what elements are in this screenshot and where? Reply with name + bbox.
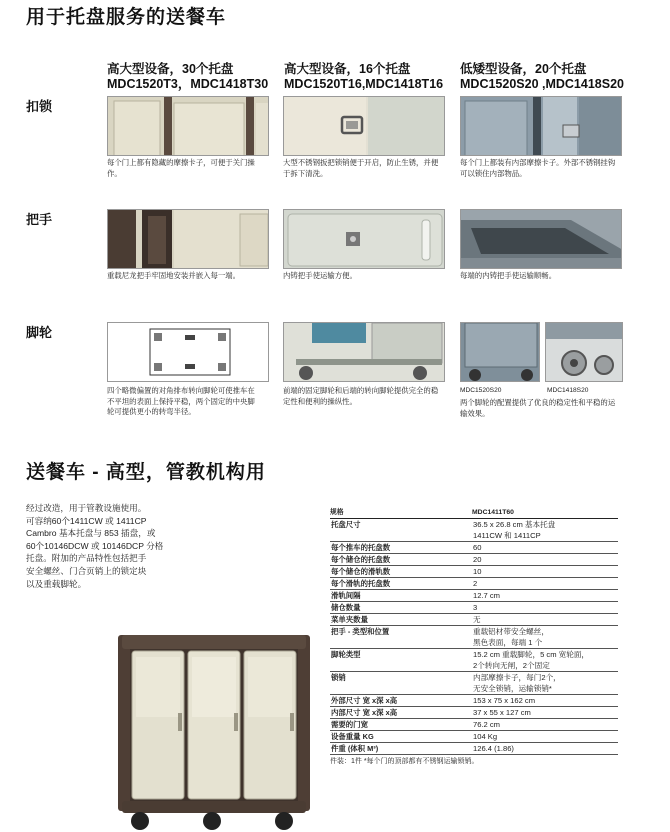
column-header-2-line2: MDC1520T16,MDC1418T16 <box>284 77 444 91</box>
spec-table <box>330 508 618 766</box>
spec-value: 2 <box>473 579 478 588</box>
spec-row <box>330 614 618 626</box>
spec-key: 每个储仓的滑轨数 <box>331 567 391 576</box>
intro-text <box>26 502 206 590</box>
spec-value: 重载铝材带安全螺丝， <box>473 627 549 636</box>
spec-value: 15.2 cm 重载脚轮，5 cm 宽轮面， <box>473 650 590 659</box>
spec-key: 每个推车的托盘数 <box>331 543 391 552</box>
spec-value: 12.7 cm <box>473 591 501 600</box>
handle-caption-3: 每端的内铸把手使运输顺畅。 <box>460 271 557 280</box>
spec-row <box>330 719 618 731</box>
row-label-latch: 扣锁 <box>26 99 53 114</box>
spec-key: 需要的门宽 <box>331 720 368 729</box>
spec-row <box>330 542 618 554</box>
caster-photo-mdc1520s20 <box>460 322 540 382</box>
spec-value: 37 x 55 x 127 cm <box>473 708 531 717</box>
latch-photo-3 <box>460 96 622 156</box>
spec-footnote: 件装：1件 *每个门的顶部都有不锈钢运输锁销。 <box>330 758 479 765</box>
caster-photo-mdc1418s20 <box>545 322 623 382</box>
spec-key: 内部尺寸 宽 x深 x高 <box>331 708 398 717</box>
spec-key: 每个滑轨的托盘数 <box>331 579 391 588</box>
handle-caption-2: 内铸把手使运输方便。 <box>283 271 357 280</box>
column-header-2 <box>284 62 459 92</box>
intro-line: 托盘。附加的产品特性包括把手 <box>26 553 147 564</box>
spec-key: 菜单夹数量 <box>331 615 368 624</box>
latch-caption-1: 每个门上都有隐藏的摩擦卡子，可便于关门操作。 <box>107 158 255 178</box>
column-header-1 <box>107 62 282 92</box>
latch-photo-2 <box>283 96 445 156</box>
caster-caption-3: 两个脚轮的配置提供了优良的稳定性和平稳的运输效果。 <box>460 398 616 418</box>
intro-line: 60个10146DCW 或 10146DCP 分格 <box>26 540 164 551</box>
handle-caption-1: 重载尼龙把手牢固地安装并嵌入每一端。 <box>107 271 241 280</box>
spec-value: 36.5 x 26.8 cm 基本托盘 <box>473 520 556 529</box>
spec-key: 托盘尺寸 <box>331 520 361 529</box>
intro-line: 经过改造，用于管教设施使用。 <box>26 503 147 513</box>
latch-caption-2: 大型不锈钢扳把锁销便于开启，防止生锈，并便于拆下清洗。 <box>283 158 439 178</box>
spec-value: 153 x 75 x 162 cm <box>473 696 536 705</box>
spec-value: 内部摩擦卡子，每门2个， <box>473 673 561 682</box>
spec-value: 无 <box>473 615 481 624</box>
column-header-3 <box>460 62 660 92</box>
spec-row <box>330 590 618 602</box>
spec-key: 储仓数量 <box>331 603 361 612</box>
latch-caption-3: 每个门上都装有内部摩擦卡子。外部不锈钢挂钩可以锁住内部物品。 <box>460 158 616 178</box>
intro-line: 可容纳60个1411CW 或 1411CP <box>26 515 147 526</box>
cart-illustration <box>112 633 312 832</box>
handle-photo-3 <box>460 209 622 269</box>
spec-value: 60 <box>473 543 482 552</box>
column-header-3-line2: MDC1520S20 ,MDC1418S20 <box>460 77 624 91</box>
spec-row <box>330 707 618 719</box>
intro-line: 安全螺丝、门合页销上的锁定块 <box>26 565 147 576</box>
spec-row <box>330 731 618 743</box>
spec-key: 滑轨间隔 <box>331 591 361 600</box>
column-header-1-line1: 高大型设备，30个托盘 <box>107 62 234 76</box>
spec-value: 1411CW 和 1411CP <box>473 531 541 540</box>
intro-line: 以及重载脚轮。 <box>26 578 87 589</box>
intro-line: Cambro 基本托盘与 853 插盘，或 <box>26 528 156 539</box>
spec-key: 每个储仓的托盘数 <box>331 555 391 564</box>
spec-key: 把手 - 类型和位置 <box>331 627 390 636</box>
column-header-2-line1: 高大型设备，16个托盘 <box>284 62 411 76</box>
section1-title: 用于托盘服务的送餐车 <box>26 7 227 28</box>
spec-row <box>330 602 618 614</box>
spec-header-model: MDC1411T60 <box>472 509 514 516</box>
caster-photo-2 <box>283 322 445 382</box>
spec-row <box>330 519 618 542</box>
caster-caption-1: 四个略微偏置的对角排布转向脚轮可使推车在不平坦的表面上保持平稳，两个固定的中央脚轮可提供更小的转弯半径。 <box>107 386 255 416</box>
caster-sublabel-2: MDC1418S20 <box>547 387 589 394</box>
row-label-caster: 脚轮 <box>26 325 53 340</box>
section2-title: 送餐车 - 高型，管教机构用 <box>26 462 266 483</box>
spec-key: 脚轮类型 <box>331 650 361 659</box>
spec-row <box>330 743 618 755</box>
caster-diagram <box>107 322 269 382</box>
row-label-handle: 把手 <box>26 212 53 227</box>
spec-value: 无安全锁销，运输锁销* <box>473 684 552 693</box>
spec-row <box>330 626 618 649</box>
spec-key: 设备重量 KG <box>331 732 374 741</box>
spec-row <box>330 554 618 566</box>
spec-row <box>330 566 618 578</box>
handle-photo-2 <box>283 209 445 269</box>
column-header-1-line2: MDC1520T3，MDC1418T30 <box>107 77 269 91</box>
latch-photo-1 <box>107 96 269 156</box>
caster-caption-2: 前端的固定脚轮和后端的转向脚轮提供完全的稳定性和便利的操纵性。 <box>283 386 439 406</box>
spec-key: 锁销 <box>331 673 346 682</box>
handle-photo-1 <box>107 209 269 269</box>
spec-value: 76.2 cm <box>473 720 501 729</box>
spec-row <box>330 578 618 590</box>
spec-value: 黑色表面，每端 1 个 <box>473 638 543 647</box>
spec-value: 2个转向无闸，2个固定 <box>473 661 550 670</box>
spec-key: 件重 (体积 M³) <box>331 744 379 753</box>
spec-row <box>330 649 618 672</box>
spec-value: 3 <box>473 603 478 612</box>
spec-row <box>330 672 618 695</box>
spec-value: 10 <box>473 567 482 576</box>
spec-value: 104 Kg <box>473 732 498 741</box>
spec-row <box>330 695 618 707</box>
caster-sublabel-1: MDC1520S20 <box>460 387 502 394</box>
spec-value: 20 <box>473 555 482 564</box>
spec-value: 126.4 (1.86) <box>473 744 514 753</box>
spec-header <box>330 508 618 519</box>
spec-key: 外部尺寸 宽 x深 x高 <box>331 696 398 705</box>
spec-header-key: 规格 <box>330 509 344 516</box>
column-header-3-line1: 低矮型设备，20个托盘 <box>460 62 587 76</box>
